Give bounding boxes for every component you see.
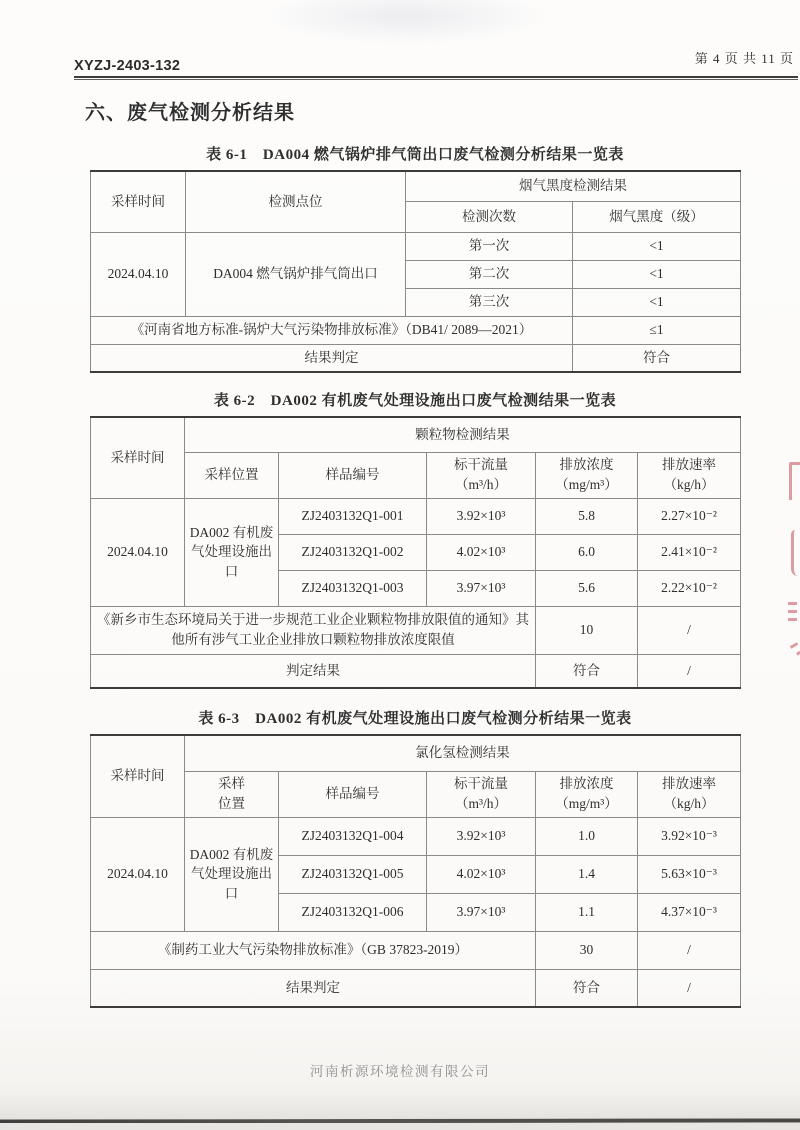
table2-header-flow-unit: （m³/h）	[454, 477, 508, 492]
table3-header-sampling-position-line2: 位置	[218, 796, 245, 811]
section-title: 六、废气检测分析结果	[85, 102, 295, 124]
table2-row2-concentration: 6.0	[536, 534, 638, 570]
table3-standard-rate: /	[638, 931, 741, 969]
table2-row3-sample-no: ZJ2403132Q1-003	[279, 570, 427, 606]
table2-row3-concentration: 5.6	[536, 570, 638, 606]
table1-caption: 表 6-1 DA004 燃气锅炉排气筒出口废气检测分析结果一览表	[206, 147, 624, 163]
table-row	[91, 232, 741, 260]
table3-row2-flow: 4.02×10³	[427, 855, 536, 893]
red-stamp-fragment	[791, 530, 798, 576]
document-code: XYZJ-2403-132	[74, 58, 181, 74]
table1-smoke-blackness	[90, 170, 741, 373]
table3-row3-concentration: 1.1	[536, 893, 638, 931]
table1-standard-text: 《河南省地方标准-锅炉大气污染物排放标准》（DB41/ 2089—2021）	[91, 316, 573, 344]
table2-header-concentration-label: 排放浓度	[559, 457, 614, 473]
table2-row2-sample-no: ZJ2403132Q1-002	[279, 534, 427, 570]
table-row	[91, 969, 741, 1007]
footer-company-name: 河南析源环境检测有限公司	[310, 1064, 490, 1079]
table1-run3-seq: 第三次	[406, 288, 573, 316]
table1-header-test-number: 检测次数	[406, 201, 573, 232]
table3-row2-sample-no: ZJ2403132Q1-005	[279, 855, 427, 893]
table3-row3-rate: 4.37×10⁻³	[638, 893, 741, 931]
table2-standard-text: 《新乡市生态环境局关于进一步规范工业企业颗粒物排放限值的通知》其他所有涉气工业企业排放口颗粒物排放浓度限值	[91, 606, 536, 654]
table3-judgement-label: 结果判定	[91, 969, 536, 1007]
table-row	[91, 817, 741, 855]
table1-run2-seq: 第二次	[406, 260, 573, 288]
scan-bleed-artifact	[260, 0, 550, 44]
table3-hcl-results	[90, 734, 741, 1008]
table3-sampling-position-value: DA002 有机废气处理设施出口	[185, 817, 279, 931]
table3-header-rate-unit: （kg/h）	[663, 796, 715, 811]
table2-group-header: 颗粒物检测结果	[185, 417, 741, 452]
table-row	[91, 344, 741, 372]
red-stamp-fragment	[790, 642, 798, 649]
table2-header-flow-label: 标干流量	[454, 457, 508, 473]
table2-caption: 表 6-2 DA002 有机废气处理设施出口废气检测结果一览表	[213, 393, 617, 409]
table3-sampling-date: 2024.04.10	[91, 817, 185, 931]
table3-header-sampling-position	[185, 771, 279, 817]
table3-row2-concentration: 1.4	[536, 855, 638, 893]
table1-run2-value: <1	[573, 260, 741, 288]
page-number: 第 4 页 共 11 页	[694, 51, 794, 66]
table1-judgement-value: 符合	[573, 344, 741, 372]
table3-row3-sample-no: ZJ2403132Q1-006	[279, 893, 427, 931]
table3-header-rate-label: 排放速率	[662, 776, 717, 792]
table2-sampling-date: 2024.04.10	[91, 498, 185, 606]
table2-header-rate-unit: （kg/h）	[663, 477, 715, 492]
table3-block	[90, 707, 740, 1008]
table2-row3-flow: 3.97×10³	[427, 570, 536, 606]
document-header	[74, 48, 794, 74]
table3-header-sampling-time: 采样时间	[91, 735, 185, 817]
table1-standard-limit: ≤1	[573, 316, 741, 344]
table3-caption: 表 6-3 DA002 有机废气处理设施出口废气检测分析结果一览表	[198, 711, 632, 727]
table3-header-flow-unit: （m³/h）	[454, 796, 508, 811]
table3-row1-concentration: 1.0	[536, 817, 638, 855]
table3-group-header: 氯化氢检测结果	[185, 735, 741, 771]
table2-header-sample-no: 样品编号	[279, 452, 427, 498]
table3-row3-flow: 3.97×10³	[427, 893, 536, 931]
table1-header-sampling-time: 采样时间	[91, 171, 186, 232]
table1-judgement-label: 结果判定	[91, 344, 573, 372]
table3-judgement-value: 符合	[536, 969, 638, 1007]
table2-header-concentration-unit: （mg/m³）	[555, 477, 618, 492]
table2-header-rate	[638, 452, 741, 498]
table3-header-flow	[427, 771, 536, 817]
table-row	[91, 498, 741, 534]
table3-header-sampling-position-line1: 采样	[218, 776, 245, 792]
table2-row2-rate: 2.41×10⁻²	[638, 534, 741, 570]
table2-judgement-rate: /	[638, 654, 741, 688]
table1-header-monitoring-point: 检测点位	[186, 171, 406, 232]
table1-run3-value: <1	[573, 288, 741, 316]
table2-header-flow	[427, 452, 536, 498]
scan-bottom-shadow	[0, 1086, 800, 1119]
table2-judgement-value: 符合	[536, 654, 638, 688]
table2-block	[90, 389, 740, 689]
red-stamp-fragment	[788, 602, 797, 605]
scan-below-page-area	[0, 1123, 800, 1130]
table3-header-concentration-label: 排放浓度	[559, 776, 614, 792]
table3-header-concentration-unit: （mg/m³）	[555, 796, 618, 811]
table2-standard-concentration: 10	[536, 606, 638, 654]
table3-standard-text: 《制药工业大气污染物排放标准》（GB 37823-2019）	[91, 931, 536, 969]
table-row	[91, 931, 741, 969]
table1-group-header: 烟气黑度检测结果	[406, 171, 741, 201]
red-stamp-edge-artifact	[784, 452, 800, 667]
table2-particulate-results	[90, 416, 741, 689]
table2-row1-sample-no: ZJ2403132Q1-001	[279, 498, 427, 534]
table2-row3-rate: 2.22×10⁻²	[638, 570, 741, 606]
table3-row1-rate: 3.92×10⁻³	[638, 817, 741, 855]
table3-row1-sample-no: ZJ2403132Q1-004	[279, 817, 427, 855]
table2-row2-flow: 4.02×10³	[427, 534, 536, 570]
table3-header-concentration	[536, 771, 638, 817]
table2-sampling-position-value: DA002 有机废气处理设施出口	[185, 498, 279, 606]
table2-header-rate-label: 排放速率	[662, 457, 717, 473]
table1-monitoring-point-value: DA004 燃气锅炉排气筒出口	[186, 232, 406, 316]
table1-header-blackness: 烟气黑度（级）	[573, 201, 741, 232]
table2-header-sampling-position: 采样位置	[185, 452, 279, 498]
table2-standard-rate: /	[638, 606, 741, 654]
table3-row1-flow: 3.92×10³	[427, 817, 536, 855]
table2-header-sampling-time: 采样时间	[91, 417, 185, 498]
header-divider	[74, 76, 798, 80]
table3-standard-concentration: 30	[536, 931, 638, 969]
table3-header-flow-label: 标干流量	[454, 776, 508, 792]
table2-judgement-label: 判定结果	[91, 654, 536, 688]
table3-header-rate	[638, 771, 741, 817]
table1-run1-seq: 第一次	[406, 232, 573, 260]
red-stamp-fragment	[789, 462, 800, 500]
table3-judgement-rate: /	[638, 969, 741, 1007]
table2-header-concentration	[536, 452, 638, 498]
table2-row1-rate: 2.27×10⁻²	[638, 498, 741, 534]
table-row	[91, 606, 741, 654]
table-row	[91, 654, 741, 688]
table3-row2-rate: 5.63×10⁻³	[638, 855, 741, 893]
table1-sampling-date: 2024.04.10	[91, 232, 186, 316]
table1-block	[90, 143, 740, 373]
table1-run1-value: <1	[573, 232, 741, 260]
table2-row1-concentration: 5.8	[536, 498, 638, 534]
table-row	[91, 316, 741, 344]
table2-row1-flow: 3.92×10³	[427, 498, 536, 534]
table3-header-sample-no: 样品编号	[279, 771, 427, 817]
